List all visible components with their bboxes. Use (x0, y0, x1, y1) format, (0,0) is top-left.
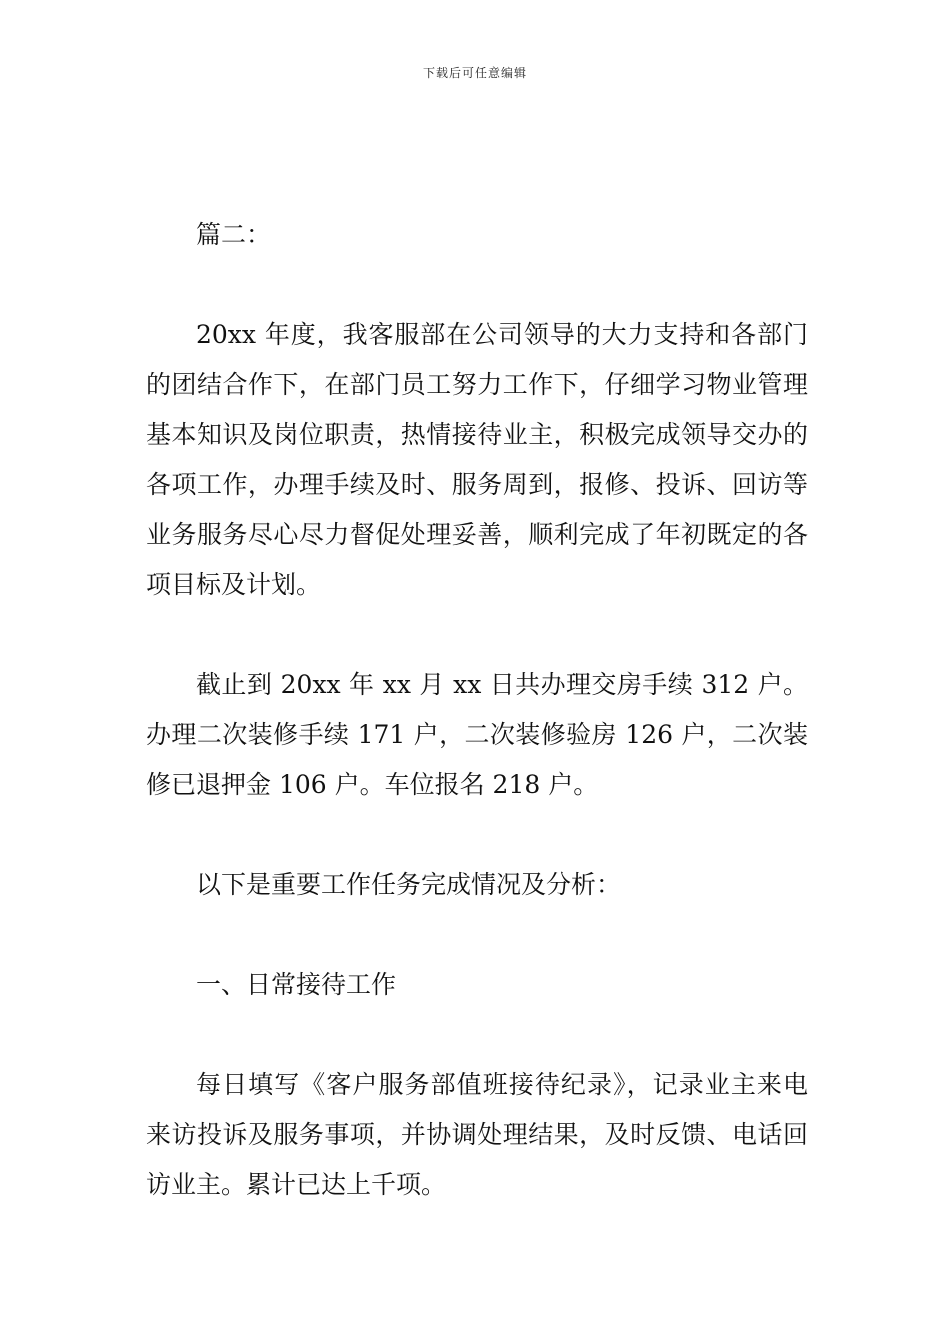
paragraph-statistics: 截止到 20xx 年 xx 月 xx 日共办理交房手续 312 户。办理二次装修手续 171 户，二次装修验房 126 户，二次装修已退押金 106 户。车位报名 218 户。 (146, 670, 808, 799)
document-body (146, 210, 808, 1210)
paragraph-annual-summary: 20xx 年度，我客服部在公司领导的大力支持和各部门的团结合作下，在部门员工努力工作下，仔细学习物业管理基本知识及岗位职责，热情接待业主，积极完成领导交办的各项工作，办理手续及时、服务周到，报修、投诉、回访等业务服务尽心尽力督促处理妥善，顺利完成了年初既定的各项目标及计划。 (146, 320, 808, 599)
section-title: 篇二： (196, 220, 272, 249)
subsection-heading: 一、日常接待工作 (196, 970, 397, 999)
paragraph-intro: 以下是重要工作任务完成情况及分析： (196, 870, 622, 899)
page-header: 下载后可任意编辑 (422, 66, 527, 80)
paragraph-daily-reception: 每日填写《客户服务部值班接待纪录》，记录业主来电来访投诉及服务事项，并协调处理结果，及时反馈、电话回访业主。累计已达上千项。 (146, 1070, 808, 1199)
